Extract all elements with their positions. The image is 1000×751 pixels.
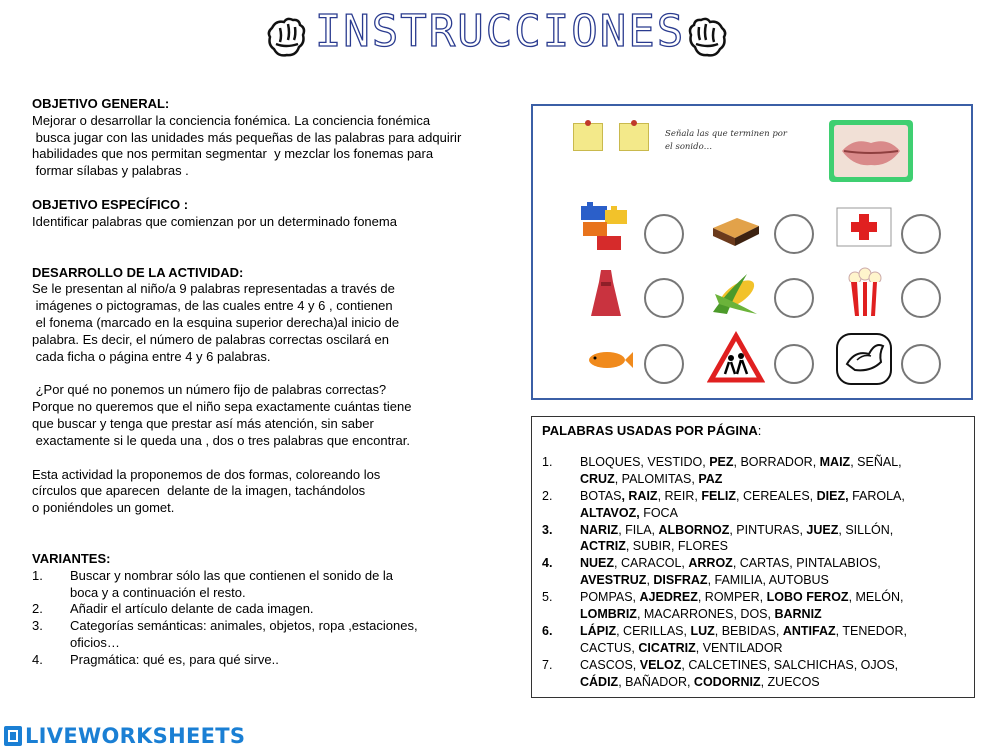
objetivo-especifico-heading: OBJETIVO ESPECÍFICO : bbox=[32, 196, 189, 212]
pregunta-line: exactamente si le queda una , dos o tres palabras que encontrar. bbox=[32, 432, 410, 448]
words-row bbox=[542, 589, 964, 623]
row-words: LÁPIZ, CERILLAS, LUZ, BEBIDAS, ANTIFAZ, TENEDOR, CACTUS, CICATRIZ, VENTILADOR bbox=[580, 623, 907, 655]
row-number: 2. bbox=[542, 488, 553, 503]
row-words: CASCOS, VELOZ, CALCETINES, SALCHICHAS, OJOS, CÁDIZ, BAÑADOR, CODORNIZ, ZUECOS bbox=[580, 657, 899, 689]
row-words: NUEZ, CARACOL, ARROZ, CARTAS, PINTALABIOS, AVESTRUZ, DISFRAZ, FAMILIA, AUTOBUS bbox=[580, 556, 881, 588]
words-box-heading: PALABRAS USADAS POR PÁGINA: bbox=[542, 423, 762, 438]
answer-circle[interactable] bbox=[644, 344, 684, 384]
words-row bbox=[542, 488, 964, 522]
formas-line: Esta actividad la proponemos de dos formas, coloreando los bbox=[32, 466, 381, 482]
mouth-picture-frame bbox=[829, 120, 913, 182]
dress-icon bbox=[577, 264, 635, 322]
answer-circle[interactable] bbox=[901, 278, 941, 318]
answer-circle[interactable] bbox=[774, 278, 814, 318]
sticky-note-icon bbox=[619, 123, 649, 151]
list-item: 2. Añadir el artículo delante de cada imagen. bbox=[32, 601, 314, 617]
brand-name: LIVEWORKSHEETS bbox=[25, 724, 246, 748]
objetivo-general-line: Mejorar o desarrollar la conciencia fonémica. La conciencia fonémica bbox=[32, 112, 431, 128]
dove-icon bbox=[835, 330, 893, 388]
row-number: 4. bbox=[542, 556, 553, 571]
words-per-page-box bbox=[531, 416, 975, 698]
formas-line: círculos que aparecen delante de la imagen, tachándolos bbox=[32, 483, 366, 499]
list-item: oficios… bbox=[70, 634, 120, 650]
row-words: BLOQUES, VESTIDO, PEZ, BORRADOR, MAIZ, SEÑAL, CRUZ, PALOMITAS, PAZ bbox=[580, 454, 902, 486]
answer-circle[interactable] bbox=[644, 278, 684, 318]
goldfish-icon bbox=[577, 330, 635, 388]
formas-line: o poniéndoles un gomet. bbox=[32, 500, 175, 516]
liveworksheets-logo-icon bbox=[4, 726, 22, 746]
answer-circle[interactable] bbox=[901, 344, 941, 384]
popcorn-icon bbox=[835, 264, 893, 322]
objetivo-especifico-line: Identificar palabras que comienzan por un determinado fonema bbox=[32, 213, 397, 229]
desarrollo-line: palabra. Es decir, el número de palabras correctas oscilará en bbox=[32, 331, 389, 347]
answer-circle[interactable] bbox=[774, 344, 814, 384]
school-crossing-sign-icon bbox=[707, 330, 765, 388]
instructions-text bbox=[32, 96, 502, 669]
mouth-icon bbox=[834, 125, 908, 177]
words-row bbox=[542, 522, 964, 556]
objetivo-general-heading: OBJETIVO GENERAL: bbox=[32, 96, 170, 111]
row-number: 5. bbox=[542, 590, 553, 605]
desarrollo-line: el fonema (marcado en la esquina superior derecha)al inicio de bbox=[32, 314, 400, 330]
list-item: 4. Pragmática: qué es, para qué sirve.. bbox=[32, 651, 279, 667]
objetivo-general-line: busca jugar con las unidades más pequeñas de las palabras para adquirir bbox=[32, 129, 462, 145]
activity-preview bbox=[531, 104, 973, 400]
footer-brand bbox=[4, 721, 245, 751]
answer-circle[interactable] bbox=[644, 214, 684, 254]
row-number: 7. bbox=[542, 657, 553, 672]
variantes-heading: VARIANTES: bbox=[32, 550, 111, 566]
objetivo-general-line: formar sílabas y palabras . bbox=[32, 163, 189, 179]
red-cross-icon bbox=[835, 198, 893, 256]
list-item: boca y a continuación el resto. bbox=[70, 584, 246, 600]
page-title: INSTRUCCIONES bbox=[314, 6, 686, 57]
desarrollo-line: cada ficha o página entre 4 y 6 palabras. bbox=[32, 348, 271, 364]
row-number: 3. bbox=[542, 522, 553, 537]
row-words: BOTAS, RAIZ, REIR, FELIZ, CEREALES, DIEZ, FAROLA, ALTAVOZ, FOCA bbox=[580, 488, 905, 520]
list-item: 1. Buscar y nombrar sólo las que contienen el sonido de la bbox=[32, 567, 394, 583]
desarrollo-line: Se le presentan al niño/a 9 palabras representadas a través de bbox=[32, 281, 395, 297]
row-number: 6. bbox=[542, 623, 553, 638]
row-number: 1. bbox=[542, 454, 553, 469]
building-blocks-icon bbox=[577, 198, 635, 256]
pregunta-line: Porque no queremos que el niño sepa exactamente cuántas tiene bbox=[32, 399, 412, 415]
row-words: POMPAS, AJEDREZ, ROMPER, LOBO FEROZ, MELÓN, LOMBRIZ, MACARRONES, DOS, BARNIZ bbox=[580, 590, 904, 622]
variantes-list bbox=[32, 568, 502, 669]
objetivo-general-line: habilidades que nos permitan segmentar y mezclar los fonemas para bbox=[32, 146, 434, 162]
desarrollo-heading: DESARROLLO DE LA ACTIVIDAD: bbox=[32, 264, 244, 280]
answer-circle[interactable] bbox=[774, 214, 814, 254]
desarrollo-line: imágenes o pictogramas, de las cuales entre 4 y 6 , contienen bbox=[32, 298, 393, 314]
pregunta-line: ¿Por qué no ponemos un número fijo de palabras correctas? bbox=[32, 382, 387, 398]
row-words: NARIZ, FILA, ALBORNOZ, PINTURAS, JUEZ, SILLÓN, ACTRIZ, SUBIR, FLORES bbox=[580, 522, 894, 554]
eraser-icon bbox=[707, 198, 765, 256]
words-row bbox=[542, 555, 964, 589]
activity-instruction: Señala las que terminen por el sonido… bbox=[665, 129, 787, 152]
words-row bbox=[542, 657, 964, 691]
words-row bbox=[542, 623, 964, 657]
sticky-note-icon bbox=[573, 123, 603, 151]
corn-icon bbox=[707, 264, 765, 322]
answer-circle[interactable] bbox=[901, 214, 941, 254]
pregunta-line: que buscar y tenga que prestar así más atención, sin saber bbox=[32, 415, 374, 431]
fist-icon-right bbox=[684, 14, 732, 62]
list-item: 3. Categorías semánticas: animales, objetos, ropa ,estaciones, bbox=[32, 618, 418, 634]
words-row bbox=[542, 454, 964, 488]
